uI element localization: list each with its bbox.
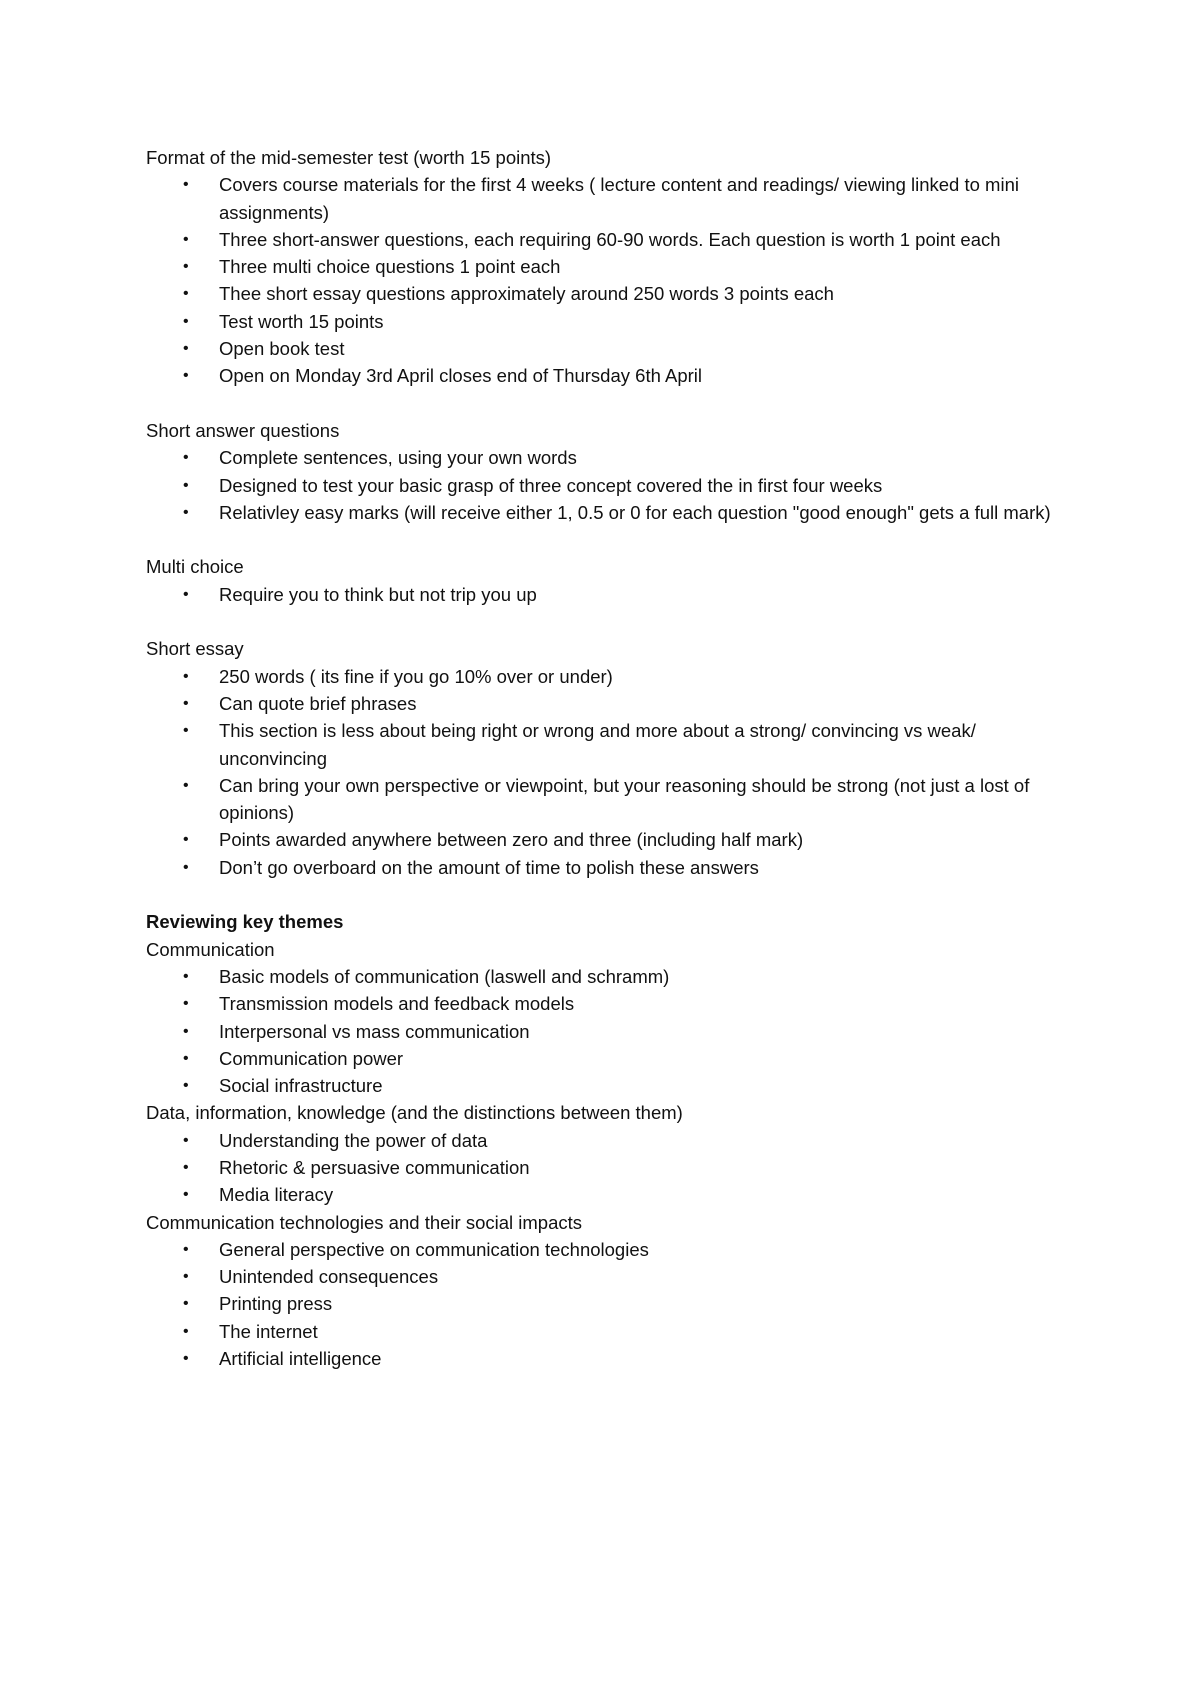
document-page <box>146 144 1076 1372</box>
section-multi-choice <box>146 553 1076 608</box>
group-heading: Data, information, knowledge (and the distinctions between them) <box>146 1102 683 1124</box>
section-short-answer <box>146 417 1076 526</box>
list-item-text: Thee short essay questions approximately around 250 words 3 points each <box>219 283 834 305</box>
list-item <box>146 226 1076 253</box>
list-item-text: Rhetoric & persuasive communication <box>219 1156 530 1178</box>
bullet-icon: • <box>183 1240 189 1258</box>
list-item <box>146 581 1076 608</box>
list-item <box>146 1318 1076 1345</box>
bullet-icon: • <box>183 1268 189 1286</box>
list-item <box>146 499 1076 526</box>
list-item <box>146 444 1076 471</box>
list-item <box>146 690 1076 717</box>
bullet-icon: • <box>183 1322 189 1340</box>
list-item-text: Open on Monday 3rd April closes end of Thursday 6th April <box>219 365 702 387</box>
bullet-icon: • <box>183 285 189 303</box>
bullet-list <box>146 963 1076 1099</box>
list-item-text: Require you to think but not trip you up <box>219 583 537 605</box>
list-item-text: 250 words ( its fine if you go 10% over or under) <box>219 665 613 687</box>
bullet-list <box>146 444 1076 526</box>
bullet-icon: • <box>183 995 189 1013</box>
bullet-icon: • <box>183 776 189 794</box>
list-item-text: Interpersonal vs mass communication <box>219 1020 530 1042</box>
list-item-text: Can bring your own perspective or viewpoint, but your reasoning should be strong (not just a lost of opinions) <box>219 774 1030 824</box>
list-item <box>146 1127 1076 1154</box>
bullet-icon: • <box>183 1158 189 1176</box>
section-heading: Short answer questions <box>146 419 340 441</box>
bullet-list <box>146 171 1076 389</box>
list-item <box>146 717 1076 772</box>
group-heading: Communication technologies and their social impacts <box>146 1211 582 1233</box>
list-item <box>146 826 1076 853</box>
list-item-text: Relativley easy marks (will receive either 1, 0.5 or 0 for each question "good enough" gets a full mark) <box>219 501 1051 523</box>
list-item-text: Three multi choice questions 1 point each <box>219 256 561 278</box>
section-short-essay <box>146 635 1076 881</box>
list-item <box>146 663 1076 690</box>
list-item <box>146 1181 1076 1208</box>
list-item-text: Designed to test your basic grasp of three concept covered the in first four weeks <box>219 474 883 496</box>
list-item <box>146 854 1076 881</box>
bullet-icon: • <box>183 858 189 876</box>
bullet-icon: • <box>183 967 189 985</box>
section-reviewing-key-themes <box>146 908 1076 1372</box>
list-item-text: Three short-answer questions, each requiring 60-90 words. Each question is worth 1 point each <box>219 228 1001 250</box>
list-item-text: Transmission models and feedback models <box>219 993 575 1015</box>
bullet-list <box>146 581 1076 608</box>
bullet-icon: • <box>183 258 189 276</box>
bullet-icon: • <box>183 1186 189 1204</box>
bullet-icon: • <box>183 1022 189 1040</box>
list-item <box>146 1345 1076 1372</box>
section-test-format <box>146 144 1076 390</box>
list-item <box>146 1045 1076 1072</box>
bullet-icon: • <box>183 312 189 330</box>
list-item-text: This section is less about being right or wrong and more about a strong/ convincing vs weak/ unconvincing <box>219 720 976 769</box>
bullet-list <box>146 1236 1076 1372</box>
list-item-text: Understanding the power of data <box>219 1129 488 1151</box>
list-item <box>146 280 1076 307</box>
bullet-list <box>146 663 1076 881</box>
list-item <box>146 1154 1076 1181</box>
bullet-icon: • <box>183 1077 189 1095</box>
list-item-text: General perspective on communication technologies <box>219 1238 649 1260</box>
list-item <box>146 963 1076 990</box>
list-item <box>146 990 1076 1017</box>
list-item-text: Media literacy <box>219 1184 334 1206</box>
review-title: Reviewing key themes <box>146 911 344 933</box>
list-item-text: Don’t go overboard on the amount of time to polish these answers <box>219 856 759 878</box>
bullet-icon: • <box>183 1049 189 1067</box>
list-item-text: Social infrastructure <box>219 1075 383 1097</box>
list-item <box>146 1018 1076 1045</box>
bullet-icon: • <box>183 367 189 385</box>
list-item <box>146 1072 1076 1099</box>
bullet-icon: • <box>183 667 189 685</box>
list-item <box>146 1263 1076 1290</box>
list-item-text: Covers course materials for the first 4 weeks ( lecture content and readings/ viewing linked to mini assignments) <box>219 174 1019 223</box>
list-item-text: Unintended consequences <box>219 1266 439 1288</box>
list-item-text: The internet <box>219 1320 318 1342</box>
bullet-icon: • <box>183 1350 189 1368</box>
list-item-text: Artificial intelligence <box>219 1348 382 1370</box>
bullet-icon: • <box>183 503 189 521</box>
list-item <box>146 171 1076 226</box>
group-heading: Communication <box>146 938 275 960</box>
list-item-text: Points awarded anywhere between zero and three (including half mark) <box>219 829 804 851</box>
bullet-icon: • <box>183 831 189 849</box>
section-heading: Short essay <box>146 638 244 660</box>
bullet-list <box>146 1127 1076 1209</box>
bullet-icon: • <box>183 230 189 248</box>
list-item <box>146 1236 1076 1263</box>
list-item-text: Test worth 15 points <box>219 310 384 332</box>
list-item-text: Basic models of communication (laswell and schramm) <box>219 965 670 987</box>
bullet-icon: • <box>183 176 189 194</box>
list-item <box>146 308 1076 335</box>
bullet-icon: • <box>183 449 189 467</box>
list-item <box>146 1290 1076 1317</box>
section-heading: Format of the mid-semester test (worth 15 points) <box>146 147 552 168</box>
list-item-text: Open book test <box>219 338 345 360</box>
list-item-text: Complete sentences, using your own words <box>219 447 577 469</box>
list-item-text: Can quote brief phrases <box>219 692 417 714</box>
list-item <box>146 362 1076 389</box>
bullet-icon: • <box>183 722 189 740</box>
list-item-text: Communication power <box>219 1047 404 1069</box>
list-item <box>146 772 1076 827</box>
list-item <box>146 335 1076 362</box>
list-item-text: Printing press <box>219 1293 333 1315</box>
bullet-icon: • <box>183 585 189 603</box>
list-item <box>146 253 1076 280</box>
section-heading: Multi choice <box>146 556 244 578</box>
list-item <box>146 472 1076 499</box>
bullet-icon: • <box>183 694 189 712</box>
bullet-icon: • <box>183 1295 189 1313</box>
bullet-icon: • <box>183 1131 189 1149</box>
bullet-icon: • <box>183 340 189 358</box>
bullet-icon: • <box>183 476 189 494</box>
